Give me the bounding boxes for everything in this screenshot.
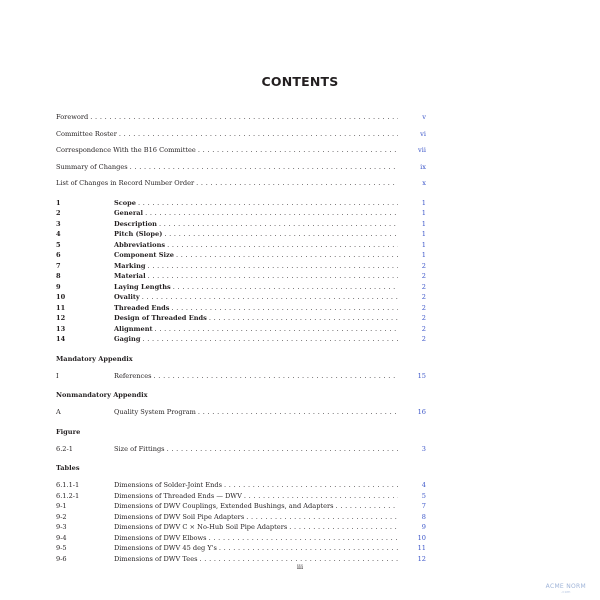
entry-page[interactable]: 7 [421, 502, 426, 510]
entry-label: Foreword [56, 113, 89, 121]
entry-label: Quality System Program [114, 408, 196, 416]
entry-label: Dimensions of Solder-Joint Ends [114, 481, 222, 489]
entry-number: 2 [56, 209, 61, 217]
entry-page[interactable]: 2 [421, 335, 426, 343]
entry-label: Size of Fittings [114, 444, 165, 453]
toc-entry[interactable] [56, 261, 426, 272]
toc-entry[interactable] [56, 533, 426, 544]
entry-label: Material [114, 272, 146, 280]
toc-entry[interactable] [56, 444, 426, 455]
dot-leader [244, 491, 398, 502]
dot-leader [176, 250, 398, 261]
entry-label: Dimensions of DWV Couplings, Extended Bushings, and Adapters [114, 502, 334, 510]
entry-number: A [56, 408, 61, 416]
dot-leader [196, 178, 398, 189]
entry-page[interactable]: 9 [421, 523, 426, 531]
entry-number: 11 [56, 303, 66, 312]
entry-page[interactable]: 15 [417, 371, 426, 380]
entry-label: Correspondence With the B16 Committee [56, 146, 196, 154]
dot-leader [198, 145, 398, 156]
entry-page[interactable]: 1 [421, 240, 426, 249]
entry-page[interactable]: vi [420, 129, 426, 138]
dot-leader [90, 112, 398, 123]
toc-entry[interactable] [56, 371, 426, 382]
toc-entry[interactable] [56, 512, 426, 523]
entry-label: Dimensions of DWV Tees [114, 554, 198, 563]
entry-label: References [114, 371, 152, 380]
dot-leader [154, 371, 399, 382]
page-title: CONTENTS [261, 74, 339, 89]
entry-page[interactable]: 16 [417, 408, 426, 416]
entry-number: 4 [56, 230, 61, 238]
entry-page[interactable]: 2 [421, 303, 426, 312]
toc-entry[interactable] [56, 219, 426, 230]
entry-number: 12 [56, 314, 66, 322]
entry-page[interactable]: 1 [421, 230, 426, 238]
dot-leader [336, 501, 398, 512]
entry-label: Ovality [114, 293, 140, 301]
watermark-text: ACME NORM [545, 583, 586, 590]
dot-leader [224, 480, 398, 491]
toc-entry[interactable] [56, 162, 426, 173]
dot-leader [142, 334, 398, 345]
toc-entry[interactable] [56, 145, 426, 156]
dot-leader [145, 208, 398, 219]
entry-page[interactable]: 10 [417, 533, 426, 542]
entry-page[interactable]: 2 [421, 324, 426, 333]
entry-page[interactable]: x [422, 179, 426, 187]
figure-heading: Figure [56, 427, 81, 436]
entry-page[interactable]: 2 [421, 272, 426, 280]
dot-leader [142, 292, 398, 303]
toc-entry[interactable] [56, 480, 426, 491]
front-matter-list [56, 112, 426, 189]
entry-number: 1 [56, 198, 61, 207]
toc-entry[interactable] [56, 129, 426, 140]
entry-number: 9-5 [56, 544, 67, 552]
entry-page[interactable]: 3 [421, 444, 426, 453]
entry-page[interactable]: 4 [421, 481, 426, 489]
entry-number: 7 [56, 261, 61, 270]
entry-page[interactable]: 1 [421, 251, 426, 259]
entry-number: 9-1 [56, 502, 67, 510]
entry-label: Dimensions of DWV C × No-Hub Soil Pipe Adapters [114, 523, 288, 531]
entry-label: Gaging [114, 335, 141, 343]
toc-entry[interactable] [56, 501, 426, 512]
entry-number: 6.1.2-1 [56, 491, 80, 500]
entry-number: 6.2-1 [56, 444, 73, 453]
entry-number: 9 [56, 282, 61, 291]
entry-page[interactable]: ix [420, 162, 426, 171]
toc-entry[interactable] [56, 522, 426, 533]
entry-page[interactable]: 2 [421, 282, 426, 291]
entry-number: 5 [56, 240, 61, 249]
toc-entry[interactable] [56, 112, 426, 123]
entry-number: 9-3 [56, 523, 67, 531]
entry-page[interactable]: 2 [421, 293, 426, 301]
entry-number: 13 [56, 324, 66, 333]
entry-page[interactable]: 1 [421, 219, 426, 228]
dot-leader [159, 219, 398, 230]
dot-leader [148, 261, 398, 272]
toc-entry[interactable] [56, 240, 426, 251]
entry-label: Dimensions of DWV 45 deg Y's [114, 544, 217, 552]
entry-page[interactable]: 12 [417, 554, 426, 563]
entry-label: General [114, 209, 144, 217]
entry-label: Abbreviations [114, 240, 166, 249]
dot-leader [167, 240, 398, 251]
entry-page[interactable]: vii [418, 146, 426, 154]
toc-entry[interactable] [56, 407, 426, 418]
entry-number: 14 [56, 335, 66, 343]
dot-leader [148, 271, 398, 282]
sections-list [56, 198, 426, 345]
dot-leader [138, 198, 398, 209]
entry-label: Dimensions of DWV Elbows [114, 533, 207, 542]
entry-page[interactable]: 1 [421, 198, 426, 207]
dot-leader [209, 533, 398, 544]
toc-entry[interactable] [56, 324, 426, 335]
entry-number: 6 [56, 251, 61, 259]
entry-page[interactable]: v [422, 113, 426, 121]
entry-label: Alignment [114, 324, 153, 333]
dot-leader [209, 313, 398, 324]
toc-entry[interactable] [56, 292, 426, 303]
entry-label: Dimensions of Threaded Ends — DWV [114, 491, 242, 500]
entry-label: Pitch (Slope) [114, 230, 163, 238]
entry-page[interactable]: 2 [421, 261, 426, 270]
toc-entry[interactable] [56, 334, 426, 345]
entry-number: 9-6 [56, 554, 67, 563]
entry-number: 9-2 [56, 512, 67, 521]
entry-number: I [56, 371, 59, 380]
entry-page[interactable]: 11 [417, 544, 426, 552]
dot-leader [198, 407, 398, 418]
entry-label: Marking [114, 261, 146, 270]
dot-leader [219, 543, 398, 554]
dot-leader [172, 303, 399, 314]
entry-label: Summary of Changes [56, 162, 128, 171]
mandatory-appendix-heading: Mandatory Appendix [56, 354, 133, 363]
entry-label: Committee Roster [56, 129, 117, 138]
toc-entry[interactable] [56, 271, 426, 282]
entry-label: Dimensions of DWV Soil Pipe Adapters [114, 512, 245, 521]
dot-leader [155, 324, 398, 335]
dot-leader [167, 444, 398, 455]
toc-entry[interactable] [56, 303, 426, 314]
toc-entry[interactable] [56, 313, 426, 324]
entry-label: Laying Lengths [114, 282, 171, 291]
tables-heading: Tables [56, 464, 80, 472]
entry-label: Design of Threaded Ends [114, 314, 207, 322]
toc-entry[interactable] [56, 491, 426, 502]
page-number-footer: iii [296, 563, 304, 571]
entry-number: 3 [56, 219, 61, 228]
entry-label: List of Changes in Record Number Order [56, 179, 195, 187]
watermark-subtext: .com [560, 590, 571, 594]
toc-entry[interactable] [56, 229, 426, 240]
toc-entry[interactable] [56, 198, 426, 209]
toc-entry[interactable] [56, 250, 426, 261]
entry-number: 8 [56, 272, 61, 280]
entry-number: 9-4 [56, 533, 67, 542]
entry-label: Description [114, 219, 157, 228]
entry-page[interactable]: 5 [421, 491, 426, 500]
toc-entry[interactable] [56, 178, 426, 189]
entry-page[interactable]: 2 [421, 314, 426, 322]
dot-leader [119, 129, 398, 140]
entry-label: Scope [114, 198, 136, 207]
toc-entry[interactable] [56, 543, 426, 554]
entry-number: 10 [56, 293, 66, 301]
dot-leader [246, 512, 398, 523]
nonmandatory-appendix-heading: Nonmandatory Appendix [56, 391, 148, 399]
toc-entry[interactable] [56, 282, 426, 293]
entry-page[interactable]: 1 [421, 209, 426, 217]
dot-leader [173, 282, 398, 293]
dot-leader [130, 162, 398, 173]
table-of-contents [56, 112, 426, 564]
entry-label: Component Size [114, 251, 174, 259]
watermark-logo [546, 583, 586, 594]
entry-label: Threaded Ends [114, 303, 170, 312]
dot-leader [164, 229, 398, 240]
entry-number: 6.1.1-1 [56, 481, 80, 489]
toc-entry[interactable] [56, 208, 426, 219]
dot-leader [289, 522, 398, 533]
entry-page[interactable]: 8 [421, 512, 426, 521]
